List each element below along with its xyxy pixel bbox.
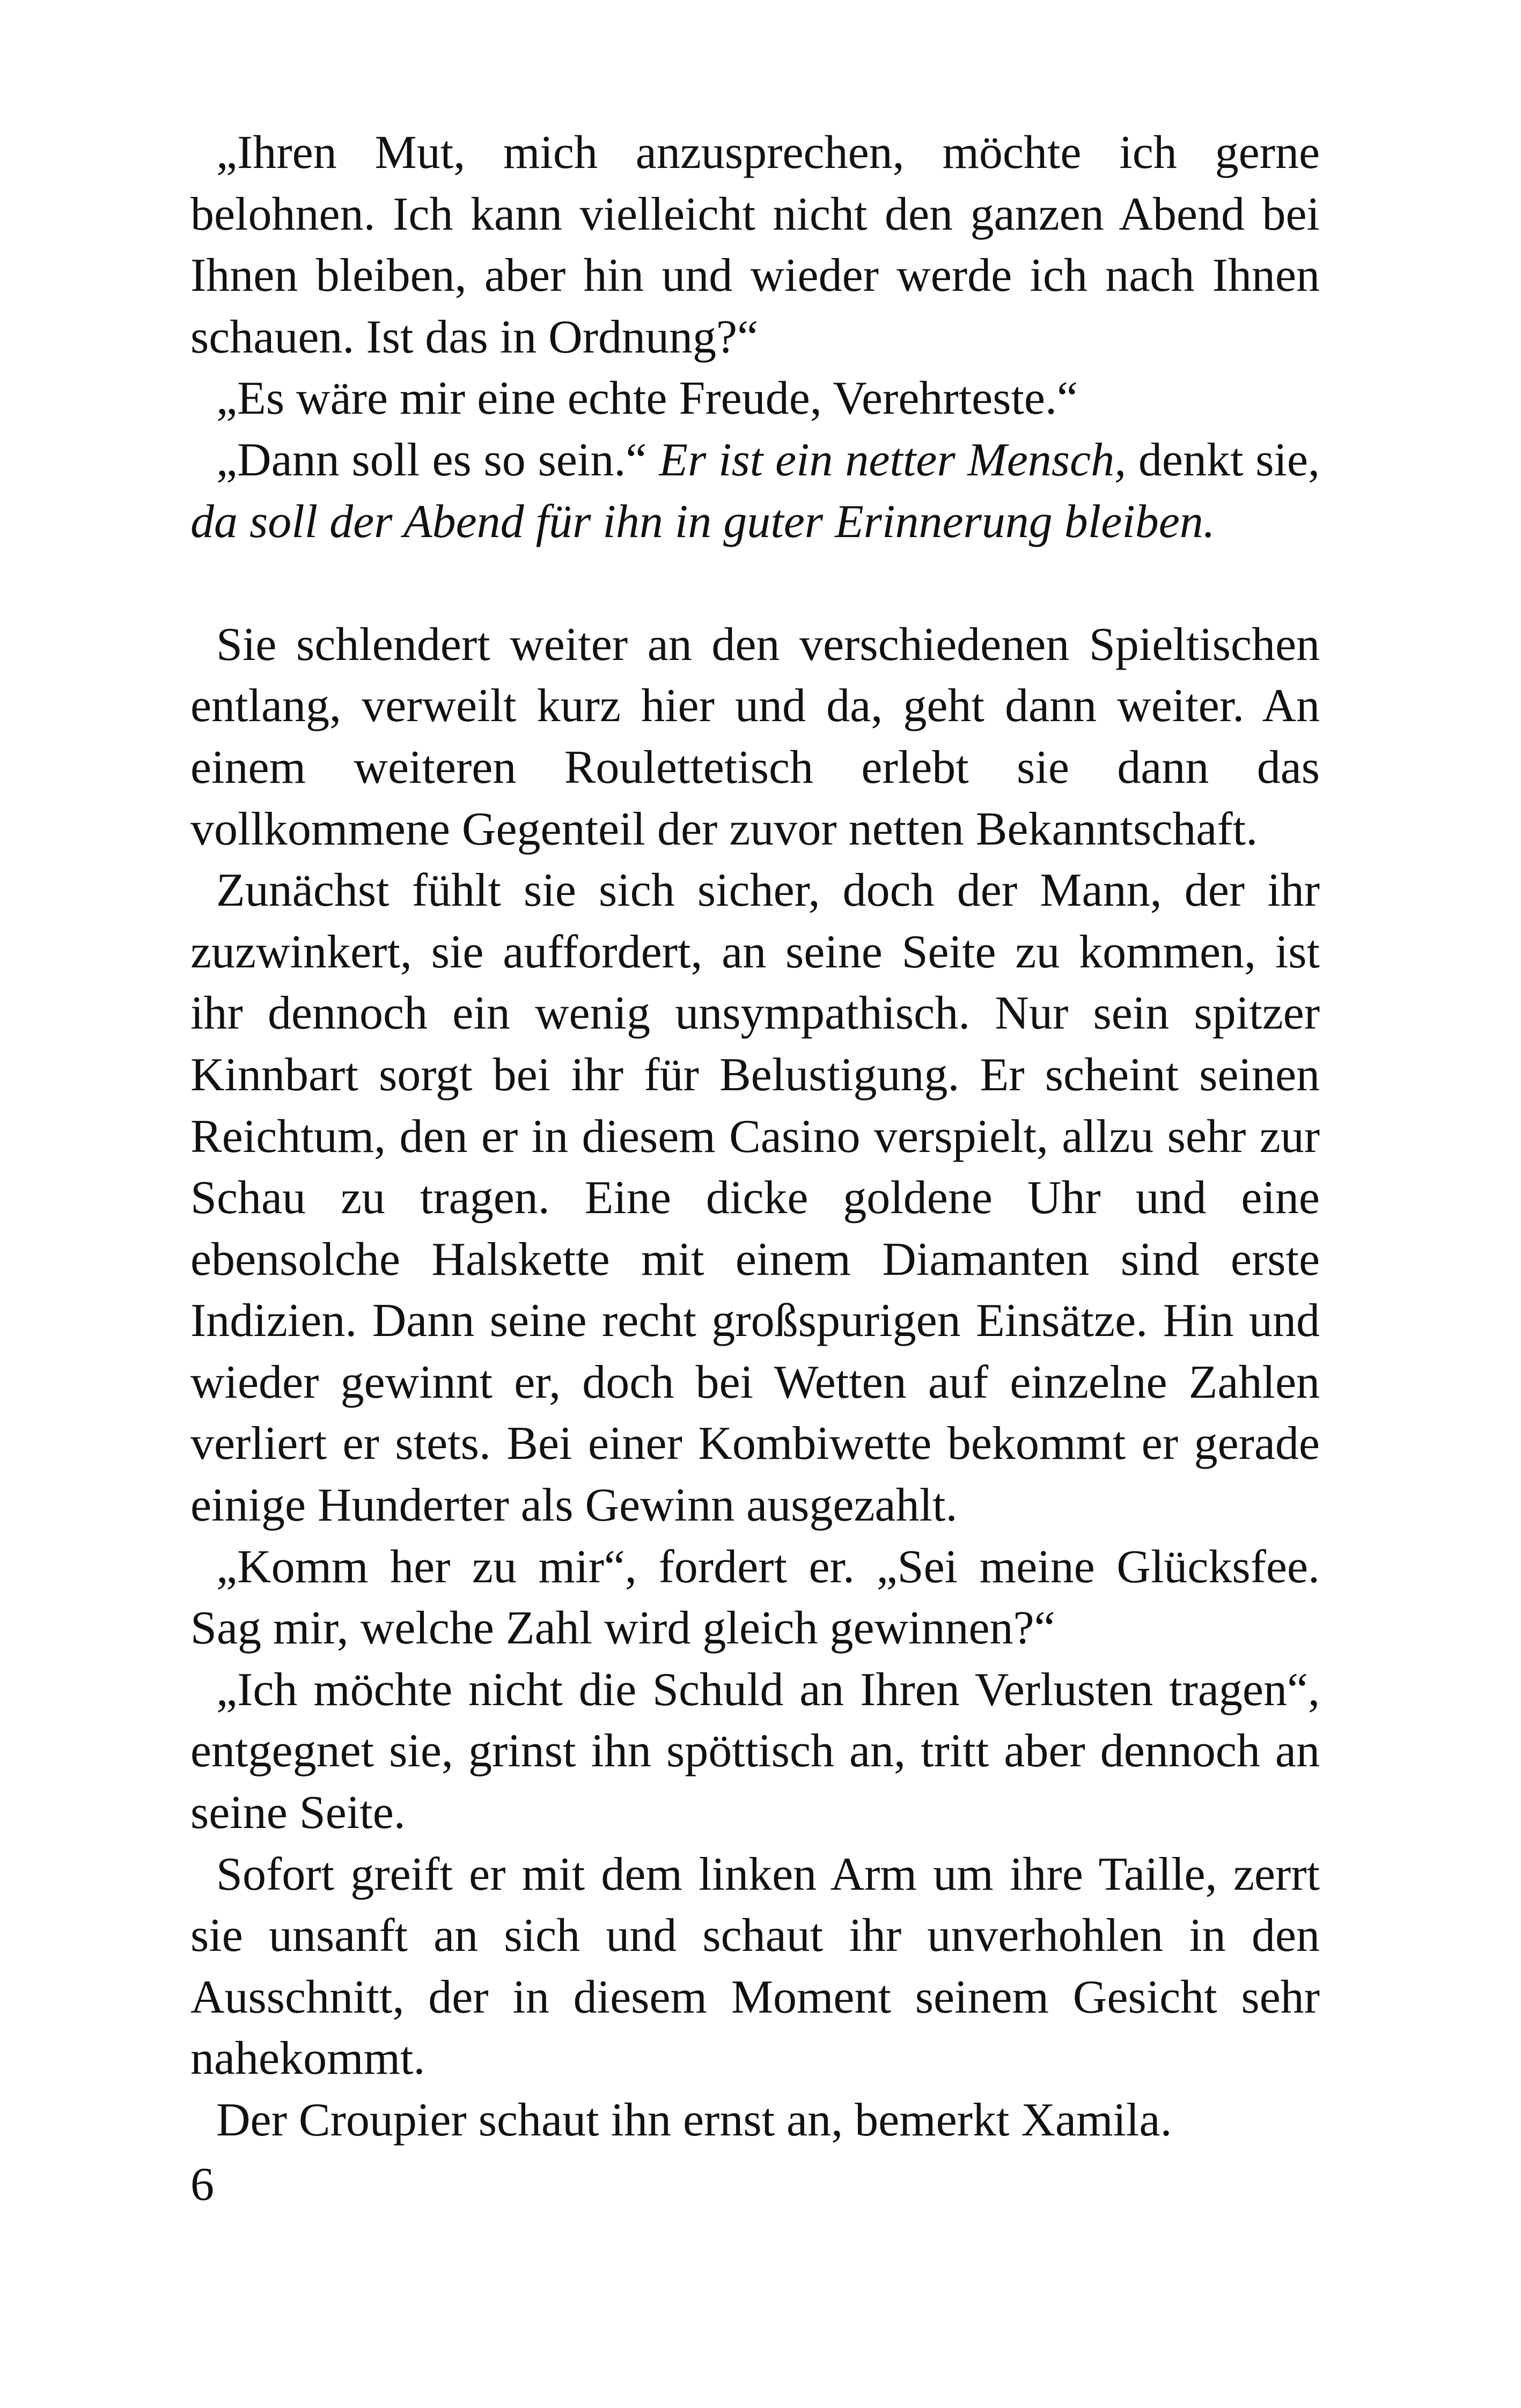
paragraph-text: Sofort greift er mit dem linken Arm um ihre Taille, zerrt sie unsanft an sich und schaut ihr unverhohlen in den Ausschnitt, der in diesem Moment seinem Gesicht sehr nahekommt. (190, 1848, 1320, 2085)
page-number: 6 (190, 2159, 214, 2211)
paragraph (190, 860, 1320, 1537)
paragraph-text: „Ich möchte nicht die Schuld an Ihren Verlusten tragen“, entgegnet sie, grinst ihn spöttisch an, tritt aber dennoch an seine Seite. (190, 1663, 1320, 1839)
paragraph (190, 1537, 1320, 1660)
paragraph (190, 122, 1320, 368)
italic-thought: da soll der Abend für ihn in guter Erinnerung bleiben. (190, 495, 1215, 548)
paragraph (190, 368, 1320, 430)
paragraph (190, 614, 1320, 860)
paragraph-text: denkt sie, (1126, 434, 1320, 486)
body-text (190, 122, 1320, 2152)
paragraph-text: Sie schlendert weiter an den verschiedenen Spieltischen entlang, verweilt kurz hier und da, geht dann weiter. An einem weiteren Roulettetisch erlebt sie dann das vollkommene Gegenteil der zuvor netten Bekanntschaft. (190, 618, 1320, 855)
paragraph-text: „Ihren Mut, mich anzusprechen, möchte ich gerne belohnen. Ich kann vielleicht nicht den ganzen Abend bei Ihnen bleiben, aber hin und wieder werde ich nach Ihnen schauen. Ist das in Ordnung?“ (190, 127, 1320, 363)
paragraph (190, 1660, 1320, 1844)
italic-thought: Er ist ein netter Mensch, (659, 434, 1127, 486)
paragraph-text: „Es wäre mir eine echte Freude, Verehrteste.“ (216, 372, 1078, 425)
paragraph-text: Zunächst fühlt sie sich sicher, doch der Mann, der ihr zuzwinkert, sie auffordert, an seine Seite zu kommen, ist ihr dennoch ein wenig unsympathisch. Nur sein spitzer Kinnbart sorgt bei ihr für Belustigung. Er scheint seinen Reichtum, den er in diesem Casino verspielt, allzu sehr zur Schau zu tragen. Eine dicke goldene Uhr und eine ebensolche Halskette mit einem Diamanten sind erste Indizien. Dann seine recht großspurigen Einsätze. Hin und wieder gewinnt er, doch bei Wetten auf einzelne Zahlen verliert er stets. Bei einer Kombiwette bekommt er gerade einige Hunderter als Gewinn ausgezahlt. (190, 864, 1320, 1532)
paragraph-text: Der Croupier schaut ihn ernst an, bemerkt Xamila. (216, 2094, 1172, 2146)
paragraph (190, 1844, 1320, 2090)
paragraph-text: „Dann soll es so sein.“ (216, 434, 659, 486)
paragraph-text: „Komm her zu mir“, fordert er. „Sei meine Glücksfee. Sag mir, welche Zahl wird gleich gewinnen?“ (190, 1540, 1320, 1655)
paragraph (190, 2090, 1320, 2152)
paragraph (190, 430, 1320, 553)
